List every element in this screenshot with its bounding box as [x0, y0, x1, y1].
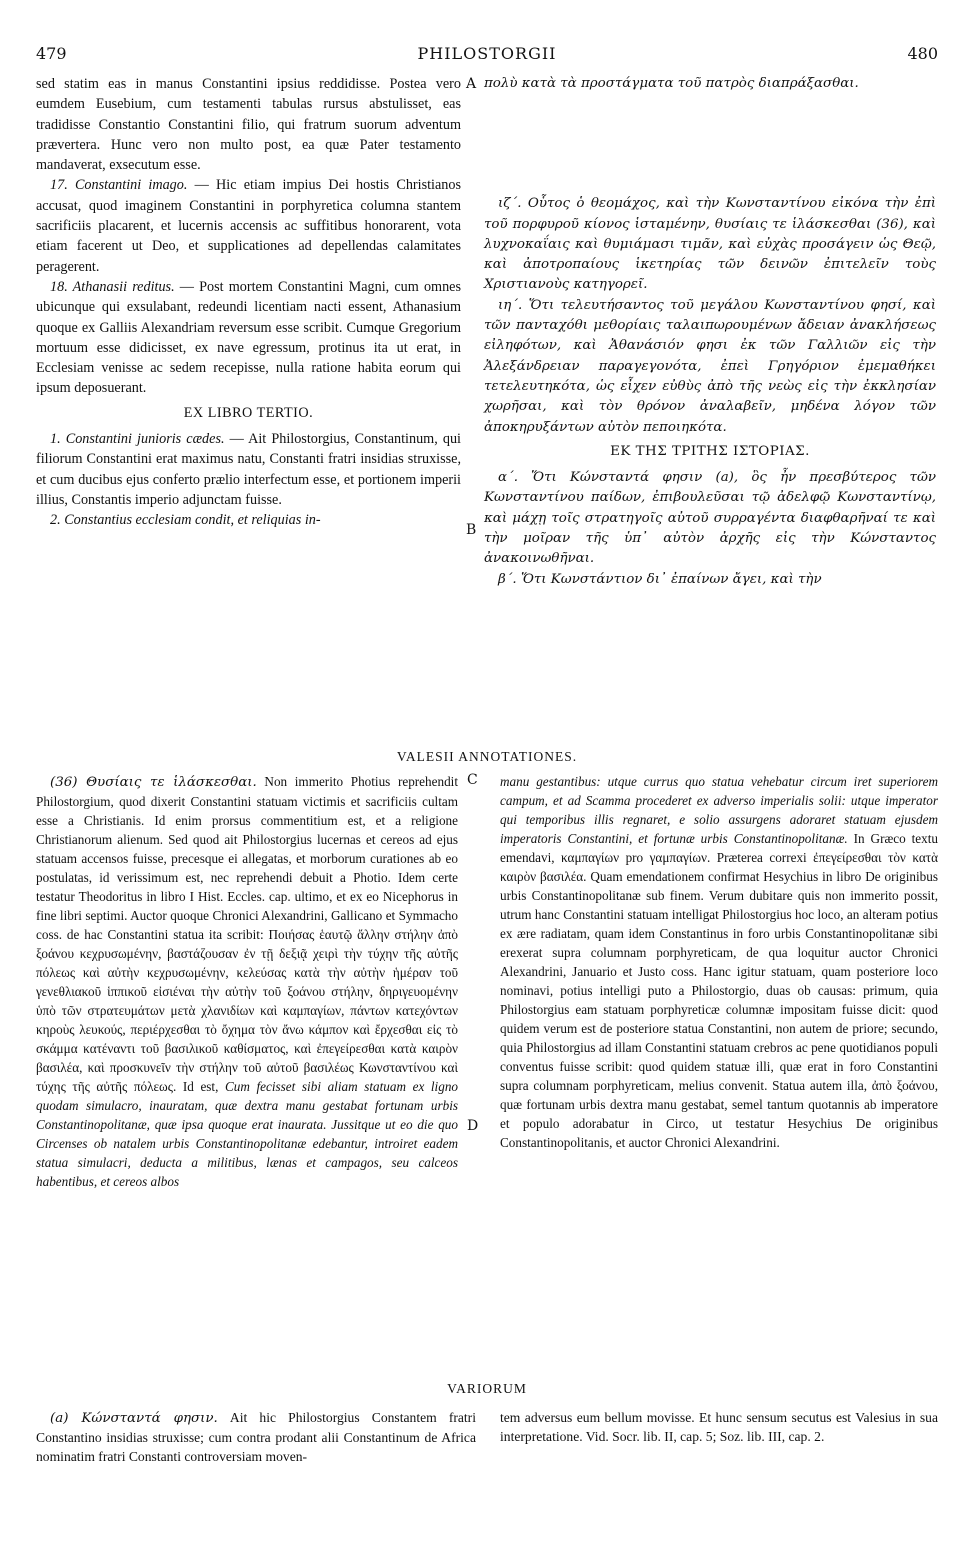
latin-section-2-heading: 2. Constantius ecclesiam condit, et reliquias in-	[50, 512, 321, 529]
variorum-left-column	[36, 1408, 476, 1466]
variorum-right-paragraph: tem adversus eum bellum movisse. Et hunc sensum secutus est Valesius in sua interpretatione. Vid. Socr. lib. II, cap. 5; Soz. lib. III, cap. 2.	[500, 1410, 938, 1444]
greek-paragraph-continuation: πολὺ κατὰ τὰ προστάγματα τοῦ πατρὸς διαπράξασθαι.	[484, 76, 859, 91]
latin-paragraph-continuation: sed statim eas in manus Constantini ipsius reddidisse. Postea vero eumdem Eusebium, cum testamenti tabulas rursus abstulisset, eas tradidisse Constantio Constantini filio, qui fratrum suorum adventum prævertera. Hunc vero non multo post, ea quæ Pater testamento mandaverat, exsecutum esse.	[36, 76, 461, 174]
valesii-left-paragraph	[36, 772, 458, 1191]
valesii-right-paragraph	[500, 772, 938, 1152]
page-number-right: 480	[907, 44, 938, 63]
margin-marker-b: B	[466, 522, 477, 538]
greek-book-heading: ΕΚ ΤΗΣ ΤΡΙΤΗΣ ΙΣΤΟΡΙΑΣ.	[610, 443, 810, 459]
valesii-left-text: Non immerito Photius reprehendit Philostorgium, quod dixerit Constantini statuam victimis et sacrificiis cultam esse a Christianis. Id enim prorsus commentitium est, et a religione Christianorum alienum. Sed quod ait Philostorgius lucernas et cereos ad ejus statuam accensos fuisse, precesque ei allegatas, et morborum curationes ab eo postulatas, id verissimum est, nec reprehendi debuit a Photio. Idem certe testatur Theodoritus in libro I Hist. Eccles. cap. ultimo, et ex eo Nicephorus in fine libri septimi. Auctor quoque Chronici Alexandrini, Gallicano et Symmacho coss. de hac Constantini statua ita scribit: Ποιήσας ἑαυτῷ ἄλλην στήλην ἀπὸ ξοάνου κεχρυσωμένην, βαστάζουσαν ἐν τῇ δεξιᾷ χειρὶ τὴν τύχην τῆς αὐτῆς πόλεως καὶ αὐτὴν κεχρυσωμένην, κελεύσας κατὰ τὴν αὐτὴν ἡμέραν τοῦ γενεθλιακοῦ ἱππικοῦ εἰσιέναι τὴν αὐτὴν τοῦ ξοάνου στήλην, δηριγευομένην ὑπὸ τῶν στρατευμάτων μετὰ χλανιδίων καὶ καμπαγίων, πάντων κατεχόντων κηροὺς λευκούς, περιέρχεσθαι τὸ ὄχημα τὸν ἄνω κάμπον καὶ ἔρχεσθαι εἰς τὸ σκάμμα κατέναντι τοῦ βασιλικοῦ καθίσματος, καὶ ἐπεγείρεσθαι κατὰ καιρὸν βασιλέα, καὶ προσκυνεῖν τὴν στήλην τοῦ αὐτοῦ βασιλέως Κωνσταντίνου καὶ τύχης τῆς αὐτῆς πόλεως. Id est,	[36, 774, 458, 1094]
valesii-left-column	[36, 772, 458, 1191]
greek-column	[484, 74, 936, 590]
greek-section-17: ιζ΄. Οὗτος ὁ θεομάχος, καὶ τὴν Κωνσταντίνου εἰκόνα τὴν ἐπὶ τοῦ πορφυροῦ κίονος ἱσταμένην, θυσίαις τε ἱλάσκεσθαι (36), καὶ λυχνοκαΐαις καὶ θυμιάμασι τιμᾶν, καὶ εὐχὰς προσάγειν ὡς Θεῷ, καὶ ἀποτροπαίους ἱκετηρίας τῶν δεινῶν ἐπιτελεῖν τοὺς Χριστιανοὺς κατηγορεῖ.	[484, 196, 936, 293]
latin-section-1	[36, 429, 461, 510]
page-number-left: 479	[36, 44, 67, 63]
section-18-heading: 18. Athanasii reditus.	[50, 278, 175, 295]
section-1-text: — Ait Philostorgius, Constantinum, qui filiorum Constantini erat maximus natu, Constanti fratri insidias struxisse, et cum ducibus ejus conferto prælio interfectum esse, et portionem imperii illius, Constantis imperio adjunctam fuisse.	[36, 431, 461, 508]
running-title: PHILOSTORGII	[417, 44, 557, 63]
greek-section-1: α΄. Ὅτι Κώνσταντά φησιν (a), ὃς ἦν πρεσβύτερος τῶν Κωνσταντίνου παίδων, ἐπιβουλεῦσαι τῷ ἀδελφῷ Κωνσταντίνῳ, καὶ μάχῃ τοῖς στρατηγοῖς αὐτοῦ συρραγέντα διαφθαρῆναί τε καὶ τὴν μοῖραν τῆς ὑπ᾽ αὐτὸν ἀρχῆς εἰς τὴν Κώνσταντος ἀνακοινωθῆναι.	[484, 470, 936, 567]
margin-marker-c: C	[467, 772, 478, 788]
variorum-right-column	[500, 1408, 938, 1446]
section-17-text: — Hic etiam impius Dei hostis Christianos accusat, quod imaginem Constantini in porphyretica columna stantem sacrificiis placarent, et lucernis accensis ac suffitibus honorarent, vota etiam facerent ut Deo, et supplicationes ad depellendas calamitates peragerent.	[36, 177, 461, 275]
margin-marker-d: D	[467, 1118, 479, 1134]
variorum-left-paragraph	[36, 1408, 476, 1466]
running-header	[36, 44, 938, 66]
margin-marker-a: A	[466, 76, 477, 92]
greek-section-2: β΄. Ὅτι Κωνστάντιον δι᾽ ἐπαίνων ἄγει, καὶ τὴν	[498, 571, 822, 587]
latin-column	[36, 74, 461, 531]
variorum-left-text: Ait hic Philostorgius Constantem fratri Constantino insidias struxisse; cum contra prodant alii Constantinum de Africa nominatim fratri Constanti controversiam moven-	[36, 1410, 476, 1464]
valesii-lemma: (36) Θυσίαις τε ἱλάσκεσθαι.	[50, 775, 257, 790]
valesii-left-tail: Cum fecisset sibi aliam statuam ex ligno quodam simulacro, inauratam, quæ dextra manu gestabat fortunam urbis Constantinopolitanæ, quæ ipsa quoque erat inaurata. Jussitque ut eo die quo Circenses ob natalem urbis Constantinopolitanæ edebantur, introiret eadem statua simulacri, deducta a militibus, lænas et campagos, seu calceos habentibus, et cereos albos	[36, 1079, 459, 1189]
valesii-right-lead: manu gestantibus: utque currus quo statua vehebatur circum iret superiorem campum, et ad Scamma procederet ex adverso imperialis solii: utque imperator qui temporibus illis regnaret, e solio assurgens adoraret statuam ejusdem imperatoris Constantini, et fortunæ urbis Constantinopolitanæ.	[500, 774, 938, 846]
valesii-right-text: In Græco textu emendavi, καμπαγίων pro γαμπαγίων. Præterea correxi ἐπεγείρεσθαι τὸν κατὰ καιρὸν βασιλέα. Quam emendationem confirmat Hesychius in libro De originibus urbis Constantinopolitanæ sub finem. Verum dubitare quis non immerito possit, utrum hanc Constantini statuam intelligat Philostorgius hoc loco, an alteram potius ex ære radiatam, quam idem Constantinus in foro urbis Constantinopolitanæ sibi erexerat supra columnam porphyreticam, de qua loquitur auctor Chronici Alexandrini, Januario et Justo coss. Hanc igitur statuam, quam posteriore loco nominavi, potius intelligi puto a Philostorgio, duas ob causas: primum, quia Philostorgius eam statuam porphyreticæ columnæ impositam fuisse dicit: quod quidem verum est de posteriore statua Constantini, non autem de priore; secundo, quia Philostorgius ad illam Constantini statuam crebros ac pene quotidianos populi conventus fuisse scribit: quod quidem statuæ illi, quæ erat in foro Constantini supra columnam porphyreticam, melius convenit. Statua autem illa, ἀπὸ ξοάνου, quæ fortunam urbis dextra manu gestabat, semel tantum quotannis ab imperatore et populo adorabatur in Circo, ut testatur Hesychius De originibus Constantinopolitanis, et auctor Chronici Alexandrini.	[500, 831, 939, 1150]
greek-section-18: ιη΄. Ὅτι τελευτήσαντος τοῦ μεγάλου Κωνσταντίνου φησί, καὶ τῶν πανταχόθι μεθορίαις ταλαιπωρουμένων ἄδειαν ἀνακλήσεως εἰληφότων, καὶ Ἀθανάσιόν φησι ἐκ τῶν Γαλλιῶν εἰς τὴν Ἀλεξάνδρειαν παραγεγονότα, ἐπεὶ Γρηγόριον ἐμεμαθήκει τετελευτηκότα, ὡς εἶχεν εὐθὺς ἀπὸ τῆς νεὼς εἰς τὴν ἐκκλησίαν χωρῆσαι, καὶ τὸν θρόνον ἀναλαβεῖν, μηδένα λόγον τῶν ἀποκηρυξάντων αὐτὸν πεποιηκότα.	[484, 297, 936, 435]
valesii-right-column	[500, 772, 938, 1152]
latin-book-heading: EX LIBRO TERTIO.	[183, 404, 314, 421]
greek-spacer	[484, 94, 936, 194]
valesii-title: VALESII ANNOTATIONES.	[396, 749, 578, 764]
variorum-title: VARIORUM	[447, 1381, 527, 1396]
section-17-heading: 17. Constantini imago.	[50, 177, 188, 194]
variorum-lemma: (a) Κώνσταντά φησιν.	[50, 1411, 218, 1426]
section-18-text: — Post mortem Constantini Magni, cum omnes ubicunque qui exsulabant, redeundi licentiam nacti essent, Athanasium quoque ex Galliis Alexandriam reversum esse scribit. Cumque Gregorium mortuum esse didicisset, ex nave egressum, protinus ita ut erat, in Ecclesiam venisse ac sedem recepisse, nulla ratione habita eorum qui ipsum deposuerant.	[36, 278, 461, 397]
latin-section-18	[36, 277, 461, 399]
section-1-heading: 1. Constantini junioris cædes.	[50, 431, 225, 448]
latin-section-17	[36, 175, 461, 276]
